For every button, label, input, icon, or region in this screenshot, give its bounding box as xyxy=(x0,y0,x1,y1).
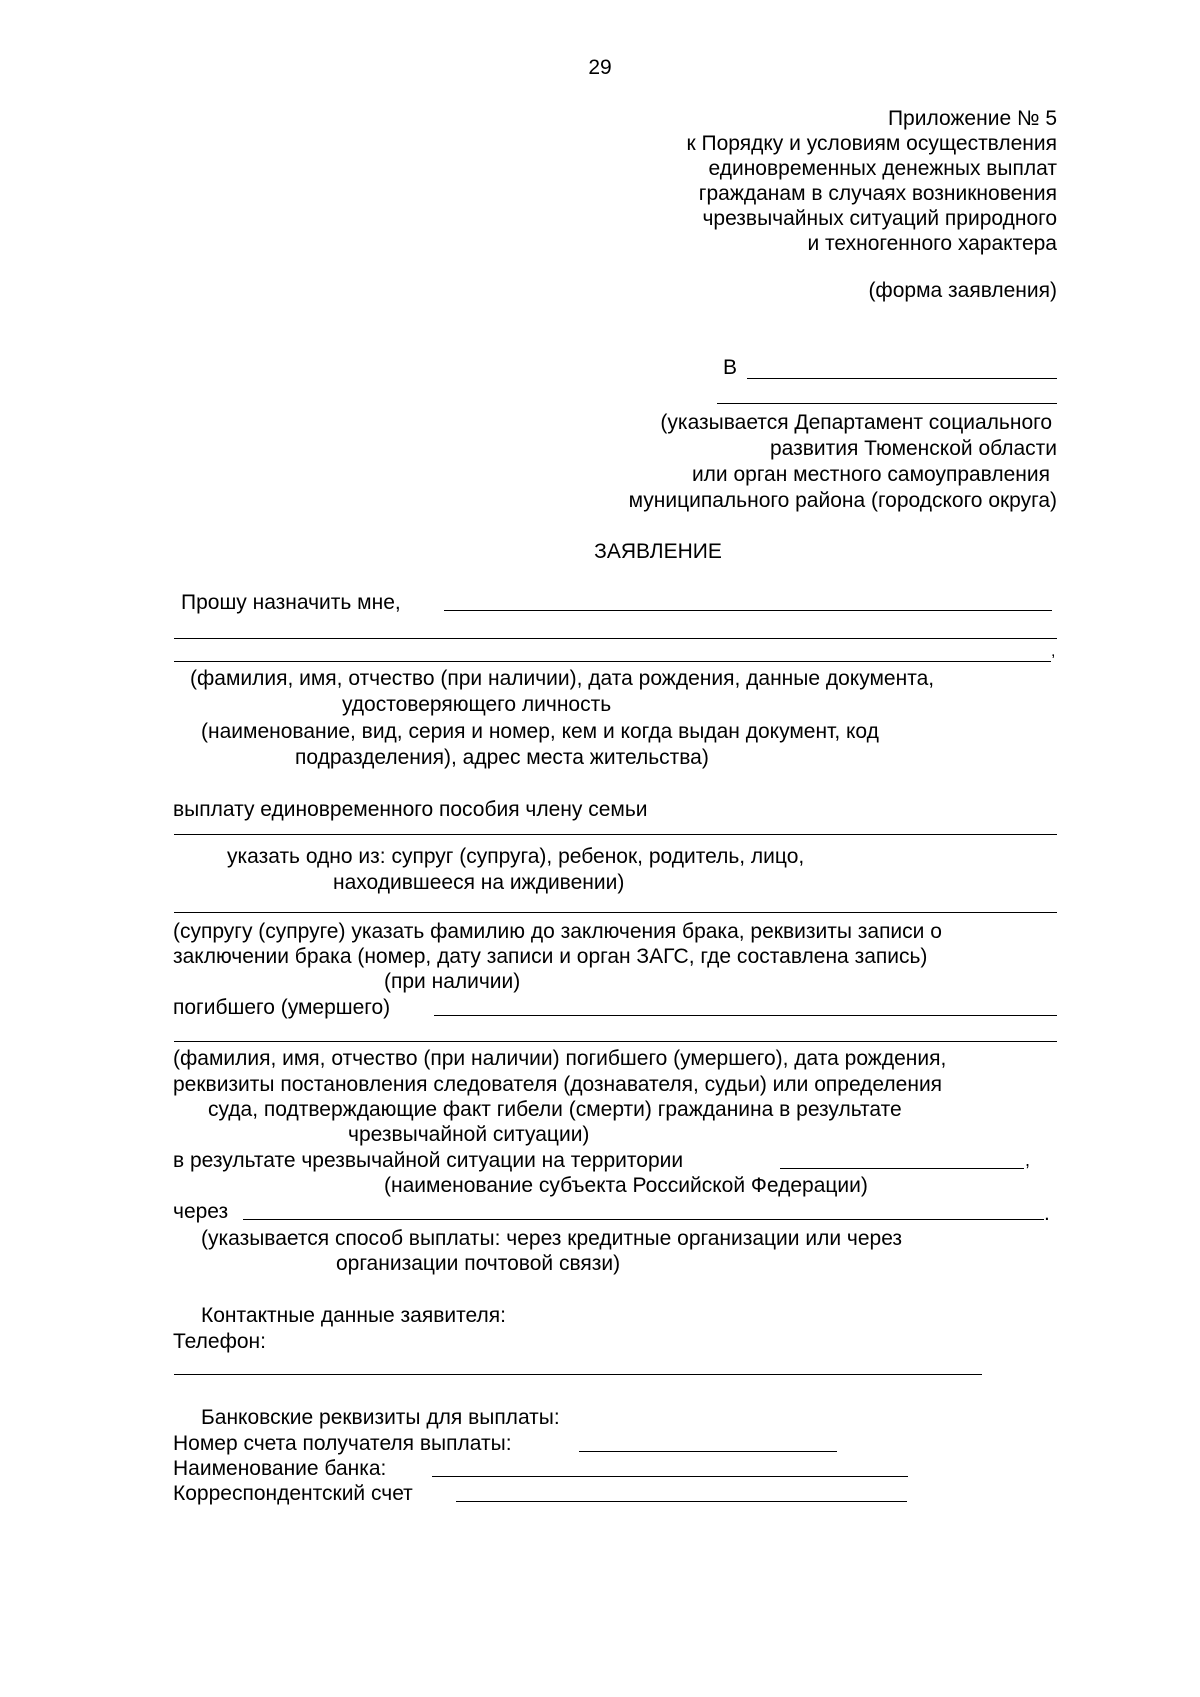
payment-hint-line: организации почтовой связи) xyxy=(336,1252,621,1275)
payment-label: через xyxy=(173,1200,229,1223)
page-number: 29 xyxy=(588,56,612,79)
appendix-line: гражданам в случаях возникновения xyxy=(698,182,1057,205)
addressee-hint-line: (указывается Департамент социального xyxy=(660,411,1052,434)
appendix-line: чрезвычайных ситуаций природного xyxy=(702,207,1057,230)
corr-account-label: Корреспондентский счет xyxy=(173,1482,413,1505)
territory-field[interactable] xyxy=(780,1168,1024,1169)
deceased-label: погибшего (умершего) xyxy=(173,996,391,1019)
family-member-field[interactable] xyxy=(174,834,1057,835)
payment-hint-line: (указывается способ выплаты: через кредитные организации или через xyxy=(201,1227,903,1250)
document-title: ЗАЯВЛЕНИЕ xyxy=(594,540,722,563)
phone-label: Телефон: xyxy=(173,1330,266,1353)
addressee-to-label: В xyxy=(723,356,738,379)
spouse-hint-line: (при наличии) xyxy=(384,970,521,993)
appendix-line: единовременных денежных выплат xyxy=(708,157,1057,180)
applicant-hint-line: подразделения), адрес места жительства) xyxy=(295,746,709,769)
deceased-field-2[interactable] xyxy=(174,1041,1057,1042)
corr-account-field[interactable] xyxy=(456,1501,907,1502)
contacts-heading: Контактные данные заявителя: xyxy=(201,1304,506,1327)
deceased-field-1[interactable] xyxy=(434,1015,1057,1016)
applicant-comma: , xyxy=(1051,643,1056,660)
territory-comma: , xyxy=(1025,1150,1031,1170)
form-note: (форма заявления) xyxy=(868,279,1057,302)
addressee-field-2[interactable] xyxy=(717,403,1057,404)
addressee-field-1[interactable] xyxy=(747,378,1057,379)
bank-name-field[interactable] xyxy=(432,1476,908,1477)
spouse-hint-line: заключении брака (номер, дату записи и орган ЗАГС, где составлена запись) xyxy=(173,945,928,968)
applicant-hint-line: (наименование, вид, серия и номер, кем и когда выдан документ, код xyxy=(201,720,879,743)
deceased-hint-line: (фамилия, имя, отчество (при наличии) погибшего (умершего), дата рождения, xyxy=(173,1047,947,1070)
applicant-hint-line: удостоверяющего личность xyxy=(342,693,612,716)
addressee-hint-line: или орган местного самоуправления xyxy=(691,463,1050,486)
request-text: Прошу назначить мне, xyxy=(181,591,401,614)
benefit-text: выплату единовременного пособия члену семьи xyxy=(173,798,648,821)
benefit-hint-line: находившееся на иждивении) xyxy=(333,871,625,894)
applicant-hint-line: (фамилия, имя, отчество (при наличии), дата рождения, данные документа, xyxy=(190,667,935,690)
addressee-hint-line: развития Тюменской области xyxy=(769,437,1057,460)
deceased-hint-line: суда, подтверждающие факт гибели (смерти) гражданина в результате xyxy=(208,1098,902,1121)
deceased-hint-line: чрезвычайной ситуации) xyxy=(348,1123,590,1146)
account-number-label: Номер счета получателя выплаты: xyxy=(173,1432,512,1455)
territory-label: в результате чрезвычайной ситуации на территории xyxy=(173,1149,684,1172)
payment-period: . xyxy=(1044,1202,1050,1225)
applicant-field-3[interactable] xyxy=(174,661,1051,662)
account-number-field[interactable] xyxy=(579,1451,837,1452)
spouse-hint-line: (супругу (супруге) указать фамилию до заключения брака, реквизиты записи о xyxy=(173,920,942,943)
applicant-field-1[interactable] xyxy=(444,610,1052,611)
appendix-line: и техногенного характера xyxy=(807,232,1057,255)
bank-name-label: Наименование банка: xyxy=(173,1457,387,1480)
payment-method-field[interactable] xyxy=(243,1219,1044,1220)
phone-field[interactable] xyxy=(174,1374,982,1375)
benefit-hint-line: указать одно из: супруг (супруга), ребенок, родитель, лицо, xyxy=(227,845,805,868)
addressee-hint-line: муниципального района (городского округа) xyxy=(628,489,1057,512)
territory-hint: (наименование субъекта Российской Федерации) xyxy=(384,1174,868,1197)
bank-heading: Банковские реквизиты для выплаты: xyxy=(201,1406,560,1429)
applicant-field-2[interactable] xyxy=(174,638,1057,639)
deceased-hint-line: реквизиты постановления следователя (дознавателя, судьи) или определения xyxy=(173,1073,943,1096)
appendix-line: к Порядку и условиям осуществления xyxy=(686,132,1057,155)
appendix-line: Приложение № 5 xyxy=(887,107,1057,130)
spouse-field[interactable] xyxy=(174,912,1057,913)
